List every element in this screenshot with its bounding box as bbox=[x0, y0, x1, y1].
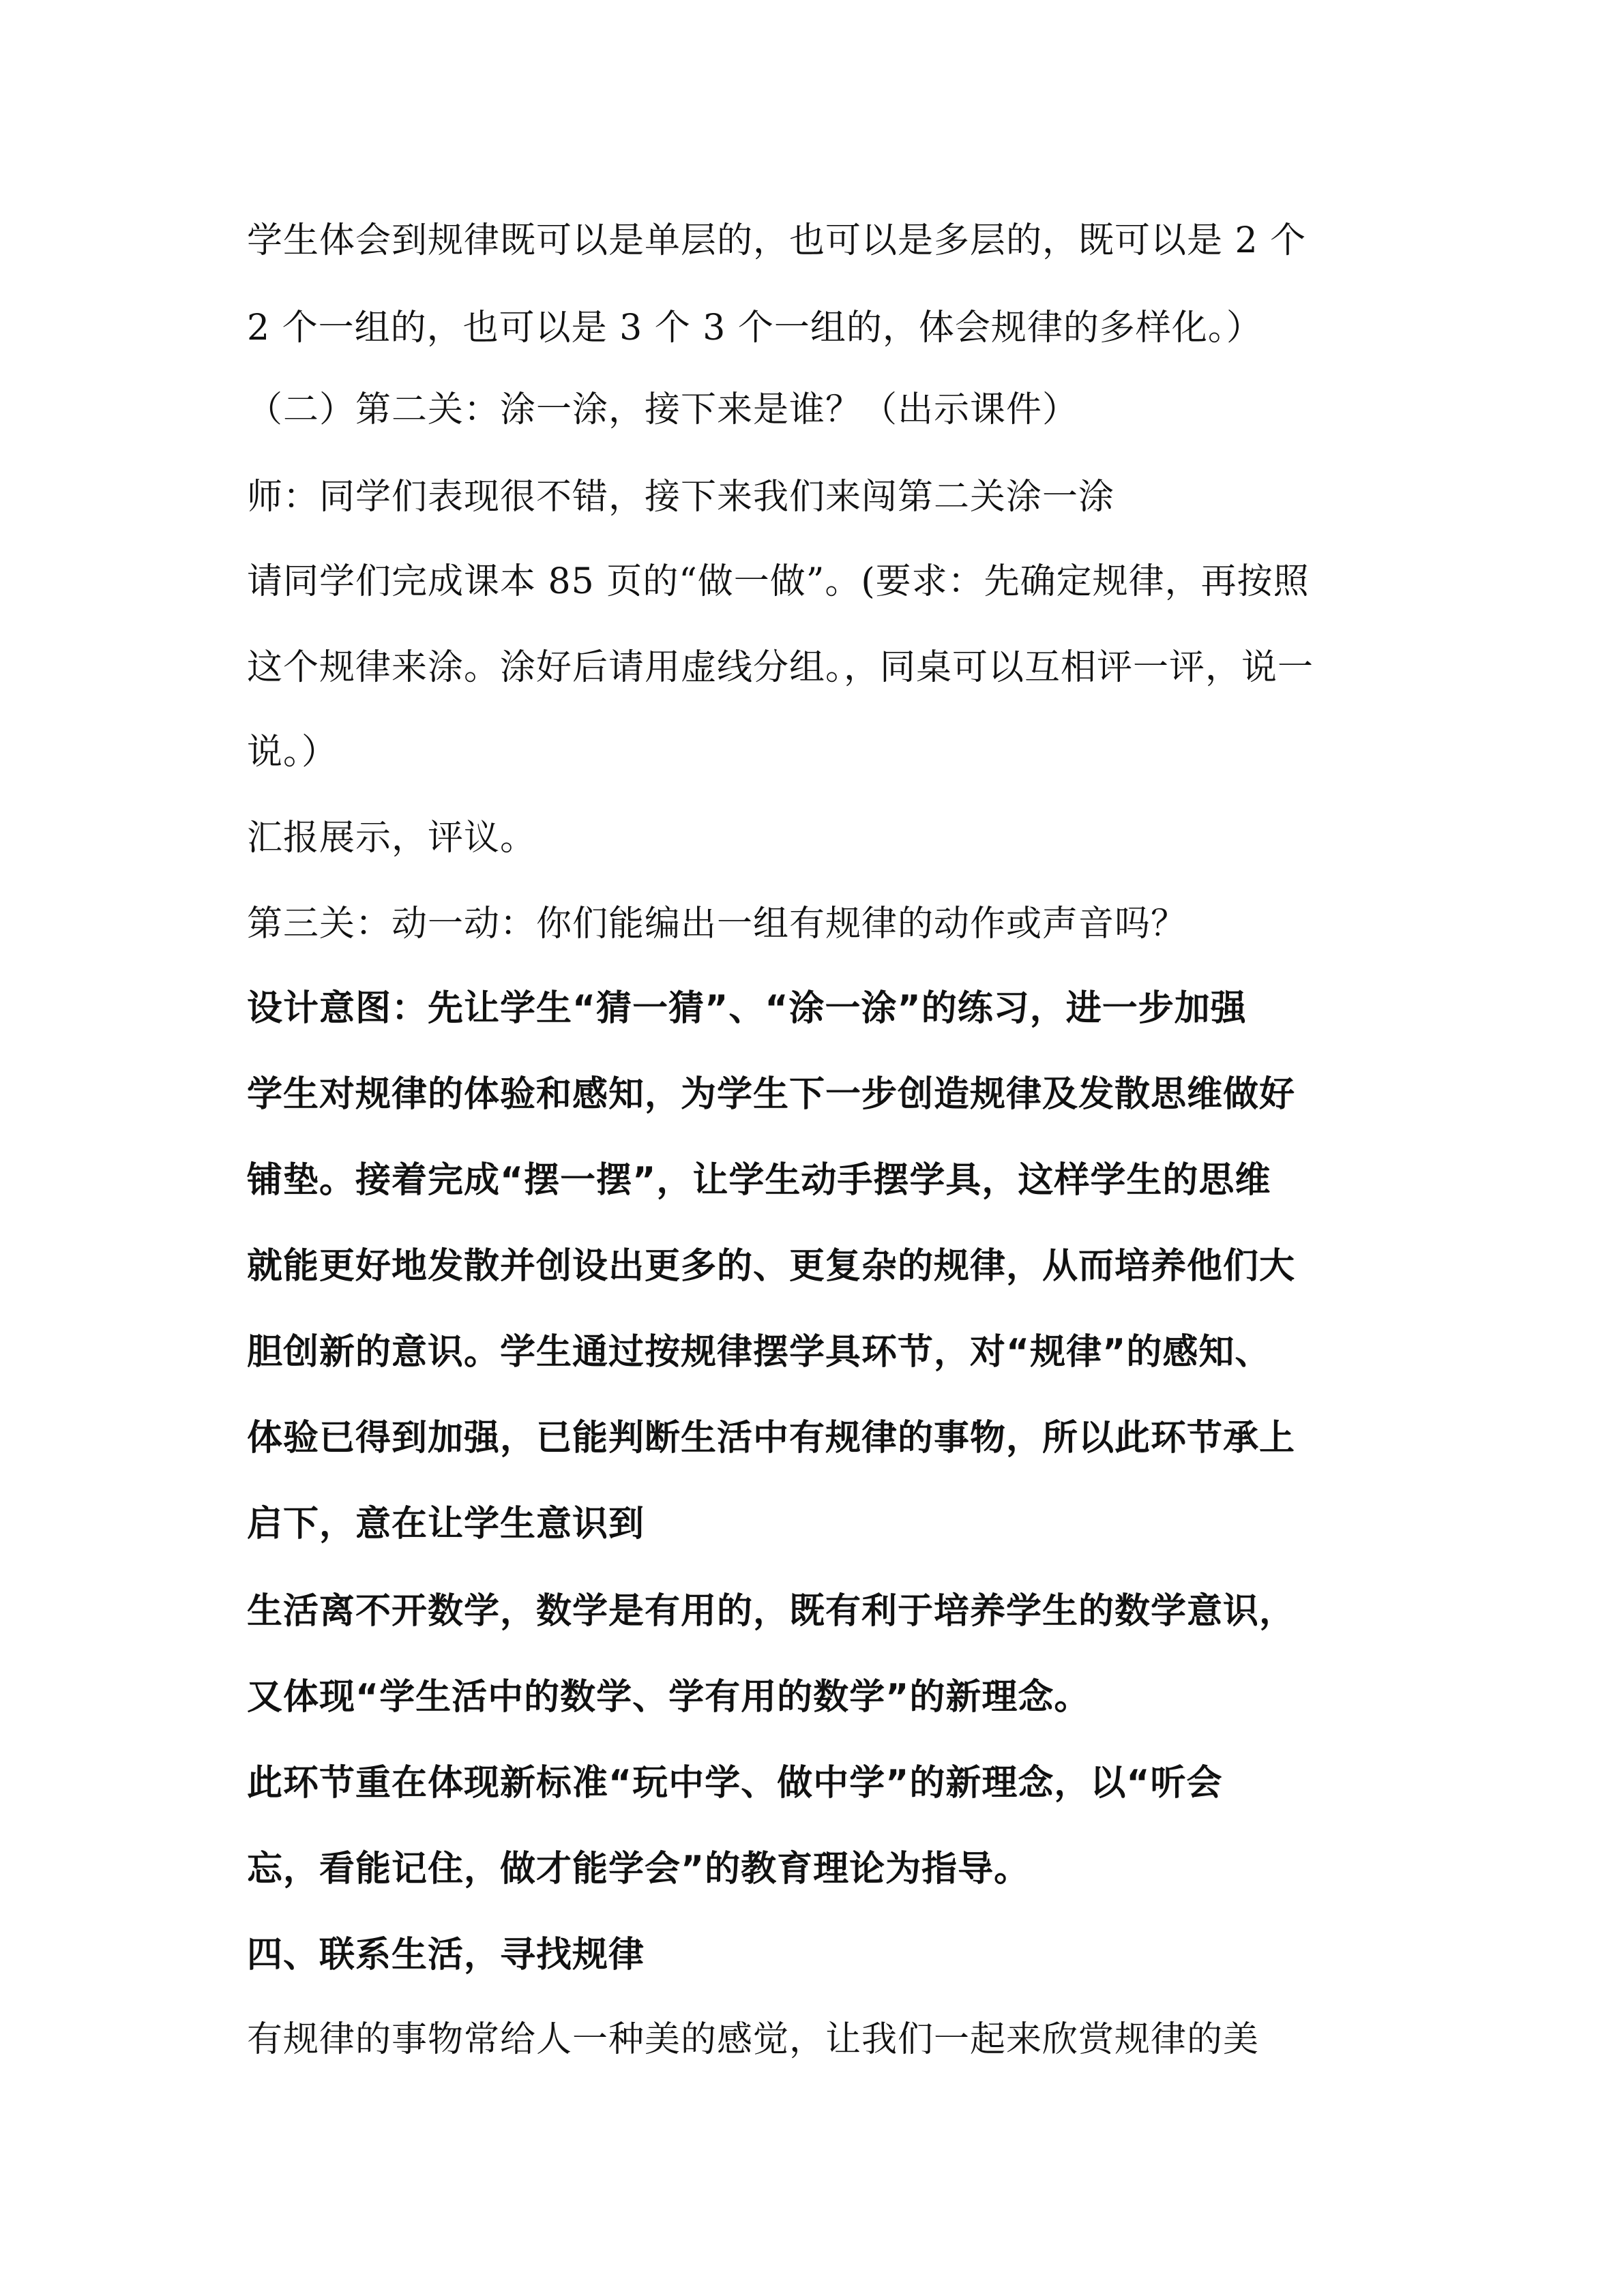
design-intent-line: 体验已得到加强，已能判断生活中有规律的事物，所以此环节承上 bbox=[247, 1418, 1296, 1459]
paragraph-line: 说。） bbox=[247, 732, 338, 773]
design-intent-line: 学生对规律的体验和感知，为学生下一步创造规律及发散思维做好 bbox=[247, 1074, 1296, 1115]
paragraph-line: 有规律的事物常给人一种美的感觉，让我们一起来欣赏规律的美 bbox=[247, 2019, 1260, 2060]
paragraph-line: 2 个一组的，也可以是 3 个 3 个一组的，体会规律的多样化。） bbox=[247, 308, 1263, 348]
design-intent-line: 忘，看能记住，做才能学会”的教育理论为指导。 bbox=[247, 1849, 1031, 1890]
section-heading: 四、联系生活，寻找规律 bbox=[247, 1935, 645, 1976]
design-intent-line: 设计意图：先让学生“猜一猜”、“涂一涂”的练习，进一步加强 bbox=[247, 988, 1247, 1029]
paragraph-line: 学生体会到规律既可以是单层的，也可以是多层的，既可以是 2 个 bbox=[247, 220, 1307, 261]
paragraph-line: 师：同学们表现很不错，接下来我们来闯第二关涂一涂 bbox=[247, 477, 1115, 518]
paragraph-line: 第三关：动一动：你们能编出一组有规律的动作或声音吗？ bbox=[247, 904, 1187, 944]
design-intent-line: 又体现“学生活中的数学、学有用的数学”的新理念。 bbox=[247, 1677, 1091, 1718]
design-intent-line: 胆创新的意识。学生通过按规律摆学具环节，对“规律”的感知、 bbox=[247, 1332, 1271, 1373]
section-heading-level-2: （二）第二关：涂一涂，接下来是谁？（出示课件） bbox=[247, 389, 1079, 430]
paragraph-line: 这个规律来涂。涂好后请用虚线分组。，同桌可以互相评一评，说一 bbox=[247, 647, 1314, 688]
design-intent-line: 就能更好地发散并创设出更多的、更复杂的规律，从而培养他们大 bbox=[247, 1246, 1296, 1287]
design-intent-line: 铺垫。接着完成“摆一摆”，让学生动手摆学具，这样学生的思维 bbox=[247, 1160, 1271, 1201]
design-intent-line: 启下，意在让学生意识到 bbox=[247, 1504, 645, 1545]
paragraph-line: 汇报展示，评议。 bbox=[247, 818, 537, 859]
design-intent-line: 此环节重在体现新标准“玩中学、做中学”的新理念，以“听会 bbox=[247, 1763, 1223, 1804]
paragraph-line: 请同学们完成课本 85 页的“做一做”。(要求：先确定规律，再按照 bbox=[247, 561, 1310, 602]
design-intent-line: 生活离不开数学，数学是有用的，既有利于培养学生的数学意识， bbox=[247, 1591, 1296, 1632]
